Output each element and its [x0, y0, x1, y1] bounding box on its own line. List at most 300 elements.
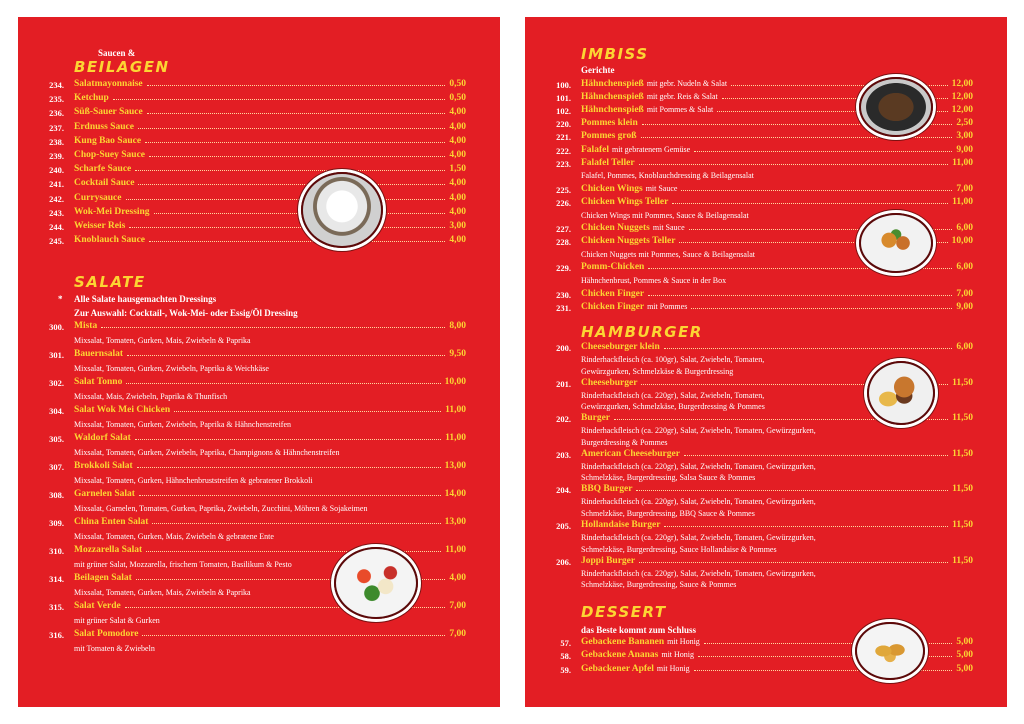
- menu-item: [18, 79, 500, 91]
- item-number: 301.: [49, 350, 64, 360]
- item-number: 242.: [49, 193, 64, 204]
- mozzarella-salad-photo-icon: [334, 547, 418, 619]
- menu-item: [525, 413, 1007, 425]
- menu-item: [525, 664, 1007, 676]
- item-name: Chicken Wings: [581, 183, 643, 194]
- item-number: 222.: [556, 145, 571, 156]
- item-line: [74, 321, 466, 331]
- item-number: 237.: [49, 122, 64, 133]
- item-price: 7,00: [956, 288, 973, 299]
- item-price: 8,00: [449, 321, 466, 331]
- item-name: American Cheeseburger: [581, 448, 680, 459]
- item-line: [74, 349, 466, 359]
- item-name: Salat Wok Mei Chicken: [74, 405, 171, 415]
- dot-leader: [139, 495, 441, 496]
- item-name: Knoblauch Sauce: [74, 235, 146, 246]
- item-price: 12,00: [951, 79, 973, 89]
- dot-leader: [126, 383, 440, 384]
- item-price: 11,50: [952, 448, 973, 459]
- salate-note-dressings: Alle Salate hausgemachten Dressings: [74, 294, 217, 304]
- fried-banana-photo-icon: [855, 622, 925, 680]
- item-price: 6,00: [956, 342, 973, 352]
- item-price: 0,50: [449, 79, 466, 89]
- salate-note-choice: Zur Auswahl: Cocktail-, Wok-Mei- oder Essig/Öl Dressing: [74, 308, 298, 318]
- item-description: mit grüner Salat & Gurken: [74, 615, 160, 625]
- item-line: [74, 235, 466, 245]
- item-number: 220.: [556, 119, 571, 130]
- menu-item: [18, 517, 500, 529]
- item-line: [74, 178, 466, 188]
- item-name: Waldorf Salat: [74, 433, 131, 443]
- rice-bowl-photo-icon: [301, 172, 383, 248]
- item-name: Chicken Nuggets: [581, 223, 650, 234]
- item-description-2: Schmelzkäse, Burgerdressing, Sauce & Pommes: [581, 580, 737, 590]
- menu-item: [525, 131, 1007, 143]
- dot-leader: [126, 199, 446, 200]
- item-description: Mixsalat, Tomaten, Gurken, Zwiebeln, Paprika & Hähnchenstreifen: [74, 419, 292, 429]
- item-number: 203.: [556, 449, 571, 460]
- menu-item: [18, 349, 500, 361]
- item-name: Beilagen Salat: [74, 573, 132, 583]
- item-description: Chicken Nuggets mit Pommes, Sauce & Beilagensalat: [581, 249, 755, 259]
- item-price: 4,00: [449, 121, 466, 132]
- dot-leader: [684, 455, 948, 456]
- item-name: Gebackener Apfel: [581, 663, 654, 674]
- menu-item: [525, 184, 1007, 196]
- item-number: 59.: [560, 664, 571, 675]
- item-name: Süß-Sauer Sauce: [74, 107, 143, 118]
- item-name: Hähnchenspieß: [581, 105, 644, 116]
- menu-item: [525, 92, 1007, 104]
- item-price: 6,00: [956, 223, 973, 234]
- item-number: 221.: [556, 132, 571, 143]
- menu-item: [525, 223, 1007, 235]
- dot-leader: [664, 348, 953, 349]
- item-line: [581, 449, 973, 459]
- salate-heading: SALATE: [74, 273, 146, 291]
- dot-leader: [639, 164, 949, 165]
- item-description: Mixsalat, Tomaten, Gurken, Mais, Zwiebeln & Paprika: [74, 335, 251, 345]
- item-name: Chicken Finger: [581, 288, 645, 299]
- dot-leader: [154, 213, 446, 214]
- item-price: 4,00: [449, 150, 466, 160]
- item-number: 305.: [49, 434, 64, 444]
- item-number: 102.: [556, 106, 571, 117]
- item-line: [581, 289, 973, 299]
- item-number: 307.: [49, 462, 64, 472]
- item-name: Mozzarella Salat: [74, 545, 143, 555]
- item-number: 225.: [556, 184, 571, 195]
- dot-leader: [149, 241, 445, 242]
- menu-item: [18, 136, 500, 148]
- item-name: Wok-Mei Dressing: [74, 206, 150, 217]
- item-price: 11,00: [952, 157, 973, 168]
- item-number: 241.: [49, 179, 64, 190]
- dot-leader: [142, 635, 445, 636]
- item-price: 11,50: [952, 520, 973, 530]
- item-extra: mit gebr. Reis & Salat: [646, 92, 718, 102]
- item-number: 100.: [556, 80, 571, 90]
- item-line: [74, 377, 466, 387]
- dot-leader: [694, 151, 952, 152]
- dot-leader: [672, 203, 948, 204]
- menu-item: [525, 449, 1007, 461]
- menu-item: [525, 145, 1007, 157]
- item-name: Pomm-Chicken: [581, 262, 645, 273]
- item-line: [74, 517, 466, 527]
- item-price: 7,00: [449, 601, 466, 611]
- item-number: 228.: [556, 237, 571, 248]
- dessert-subheading: das Beste kommt zum Schluss: [581, 625, 697, 635]
- item-price: 9,00: [956, 144, 973, 155]
- item-line: [74, 136, 466, 146]
- item-line: [74, 629, 466, 639]
- menu-item: [18, 164, 500, 176]
- item-name: Gebackene Ananas: [581, 650, 659, 661]
- item-description: Falafel, Pommes, Knoblauchdressing & Beilagensalat: [581, 171, 754, 181]
- menu-item: [525, 236, 1007, 248]
- item-extra: mit Pommes & Salat: [646, 105, 714, 115]
- item-name: Pommes klein: [581, 118, 638, 129]
- item-price: 13,00: [444, 461, 466, 471]
- item-description-2: Burgerdressing & Pommes: [581, 437, 668, 447]
- item-number: 310.: [49, 546, 64, 556]
- item-price: 11,00: [445, 405, 466, 415]
- item-name: BBQ Burger: [581, 484, 633, 495]
- item-extra: mit Honig: [656, 663, 690, 673]
- item-name: Ketchup: [74, 93, 109, 104]
- item-line: [74, 433, 466, 443]
- item-number: 300.: [49, 322, 64, 332]
- dot-leader: [149, 156, 445, 157]
- item-number: 238.: [49, 136, 64, 147]
- item-name: Scharfe Sauce: [74, 164, 132, 175]
- item-price: 7,00: [956, 183, 973, 194]
- item-price: 4,00: [449, 573, 466, 583]
- item-price: 2,50: [956, 118, 973, 129]
- menu-item: [18, 629, 500, 641]
- menu-item: [525, 118, 1007, 130]
- item-number: 302.: [49, 378, 64, 388]
- menu-item: [525, 289, 1007, 301]
- menu-item: [18, 107, 500, 119]
- item-price: 11,50: [952, 377, 973, 388]
- item-description-2: Gewürzgurken, Schmelzkäse & Burgerdressing: [581, 366, 734, 376]
- item-name: Chicken Finger: [581, 301, 645, 312]
- item-line: [74, 79, 466, 89]
- item-description: Rinderhackfleisch (ca. 220gr), Salat, Zwiebeln, Tomaten, Gewürzgurken,: [581, 532, 816, 542]
- item-price: 14,00: [444, 489, 466, 499]
- item-price: 11,50: [952, 555, 973, 566]
- item-line: [74, 150, 466, 160]
- item-name: China Enten Salat: [74, 517, 149, 527]
- item-line: [74, 93, 466, 103]
- item-price: 10,00: [951, 236, 973, 247]
- menu-item: [18, 150, 500, 162]
- menu-item: [18, 178, 500, 190]
- item-price: 5,00: [956, 637, 973, 647]
- item-price: 7,00: [449, 629, 466, 639]
- item-price: 4,00: [449, 206, 466, 217]
- item-number: 309.: [49, 518, 64, 528]
- dot-leader: [152, 523, 440, 524]
- dot-leader: [129, 227, 445, 228]
- item-number: 245.: [49, 236, 64, 247]
- left-page-content: [18, 17, 500, 707]
- item-extra: mit Honig: [661, 650, 695, 660]
- dessert-heading: DESSERT: [581, 603, 667, 621]
- item-price: 3,00: [956, 131, 973, 142]
- item-description-2: Schmelzkäse, Burgerdressing, BBQ Sauce & Pommes: [581, 508, 755, 518]
- item-line: [581, 145, 973, 155]
- item-number: 231.: [556, 302, 571, 313]
- item-name: Chicken Nuggets Teller: [581, 236, 676, 247]
- item-description: Rinderhackfleisch (ca. 220gr), Salat, Zwiebeln, Tomaten, Gewürzgurken,: [581, 461, 816, 471]
- menu-item: [18, 489, 500, 501]
- item-name: Hollandaise Burger: [581, 520, 661, 530]
- menu-page-right: [525, 17, 1007, 707]
- item-name: Salat Verde: [74, 601, 121, 611]
- item-extra: mit Sauce: [652, 223, 685, 233]
- item-price: 11,00: [952, 196, 973, 207]
- item-name: Gebackene Bananen: [581, 637, 665, 647]
- dot-leader: [147, 85, 446, 86]
- item-number: 243.: [49, 207, 64, 218]
- item-extra: mit gebr. Nudeln & Salat: [646, 79, 728, 88]
- menu-item: [18, 545, 500, 557]
- menu-item: [18, 461, 500, 473]
- item-number: 101.: [556, 93, 571, 104]
- item-description: Rinderhackfleisch (ca. 220gr), Salat, Zwiebeln, Tomaten, Gewürzgurken,: [581, 426, 816, 436]
- item-price: 3,00: [449, 221, 466, 231]
- item-name: Falafel Teller: [581, 157, 635, 168]
- menu-item: [525, 79, 1007, 91]
- item-price: 4,00: [449, 192, 466, 203]
- item-name: Mista: [74, 321, 98, 331]
- item-price: 5,00: [956, 663, 973, 674]
- item-name: Falafel: [581, 144, 609, 155]
- item-description: Mixsalat, Tomaten, Gurken, Hähnchenbruststreifen & gebratener Brokkoli: [74, 475, 313, 485]
- item-price: 11,50: [952, 484, 973, 495]
- item-price: 4,00: [449, 107, 466, 118]
- dot-leader: [145, 142, 445, 143]
- item-description-2: Schmelzkäse, Burgerdressing, Sauce Hollandaise & Pommes: [581, 544, 777, 554]
- item-name: Chop-Suey Sauce: [74, 150, 145, 160]
- dot-leader: [135, 170, 445, 171]
- item-extra: mit gebratenem Gemüse: [611, 144, 691, 154]
- beilagen-heading: BEILAGEN: [74, 58, 170, 76]
- menu-item: [525, 197, 1007, 209]
- item-price: 11,00: [445, 545, 466, 555]
- item-description: Rinderhackfleisch (ca. 220gr), Salat, Zwiebeln, Tomaten, Gewürzgurken,: [581, 568, 816, 578]
- menu-item: [525, 302, 1007, 314]
- item-line: [581, 484, 973, 494]
- menu-item: [525, 158, 1007, 170]
- item-number: 226.: [556, 197, 571, 208]
- item-line: [581, 184, 973, 194]
- dot-leader: [137, 467, 441, 468]
- hamburger-heading: HAMBURGER: [581, 323, 703, 341]
- menu-item: [18, 221, 500, 233]
- item-name: Kung Bao Sauce: [74, 135, 142, 146]
- item-number: 223.: [556, 158, 571, 169]
- item-line: [581, 158, 973, 168]
- item-name: Salat Pomodore: [74, 629, 139, 639]
- imbiss-subheading: Gerichte: [581, 65, 615, 75]
- dot-leader: [135, 439, 441, 440]
- item-description: Mixsalat, Mais, Zwiebeln, Paprika & Thunfisch: [74, 391, 228, 401]
- item-number: 234.: [49, 80, 64, 90]
- item-number: 236.: [49, 108, 64, 119]
- dot-leader: [127, 355, 445, 356]
- item-price: 1,50: [449, 164, 466, 175]
- menu-item: [18, 377, 500, 389]
- imbiss-heading: IMBISS: [581, 45, 649, 63]
- menu-item: [525, 650, 1007, 662]
- item-price: 0,50: [449, 93, 466, 104]
- menu-item: [18, 405, 500, 417]
- item-number: 315.: [49, 602, 64, 612]
- item-extra: mit Sauce: [645, 183, 678, 193]
- item-name: Weisser Reis: [74, 221, 126, 231]
- item-price: 12,00: [951, 105, 973, 116]
- item-price: 9,00: [956, 301, 973, 312]
- item-extra: mit Pommes: [647, 301, 688, 311]
- item-description: Rinderhackfleisch (ca. 100gr), Salat, Zwiebeln, Tomaten,: [581, 354, 765, 364]
- dot-leader: [664, 526, 948, 527]
- item-description: Chicken Wings mit Pommes, Sauce & Beilagensalat: [581, 210, 749, 220]
- item-name: Salat Tonno: [74, 377, 123, 387]
- item-line: [74, 545, 466, 555]
- item-line: [74, 107, 466, 117]
- item-price: 11,50: [952, 413, 973, 424]
- item-number: 314.: [49, 574, 64, 584]
- menu-item: [525, 262, 1007, 274]
- item-description: Rinderhackfleisch (ca. 220gr), Salat, Zwiebeln, Tomaten, Gewürzgurken,: [581, 497, 816, 507]
- item-description: Mixsalat, Tomaten, Gurken, Zwiebeln, Paprika & Weichkäse: [74, 363, 269, 373]
- chicken-nuggets-photo-icon: [859, 213, 933, 273]
- item-name: Brokkoli Salat: [74, 461, 133, 471]
- item-price: 5,00: [956, 650, 973, 661]
- item-line: [581, 556, 973, 566]
- menu-page-left: [18, 17, 500, 707]
- item-number: 200.: [556, 343, 571, 353]
- item-name: Erdnuss Sauce: [74, 121, 134, 132]
- menu-item: [525, 637, 1007, 649]
- menu-item: [18, 93, 500, 105]
- item-price: 6,00: [956, 262, 973, 273]
- item-description-2: Gewürzgurken, Schmelzkäse, Burgerdressing & Pommes: [581, 402, 765, 412]
- item-number: 205.: [556, 521, 571, 531]
- item-name: Burger: [581, 413, 611, 424]
- item-name: Cheeseburger: [581, 377, 638, 388]
- item-line: [581, 197, 973, 207]
- burger-photo-icon: [867, 361, 935, 425]
- dot-leader: [691, 308, 952, 309]
- dot-leader: [681, 190, 952, 191]
- dot-leader: [147, 113, 446, 114]
- menu-item: [18, 235, 500, 247]
- item-name: Cheeseburger klein: [581, 342, 660, 352]
- menu-item: [525, 342, 1007, 354]
- item-name: Salatmayonnaise: [74, 79, 143, 89]
- item-description: Rinderhackfleisch (ca. 220gr), Salat, Zwiebeln, Tomaten,: [581, 390, 765, 400]
- item-number: 230.: [556, 289, 571, 300]
- menu-item: [18, 193, 500, 205]
- item-description-2: Schmelzkäse, Burgerdressing, Salsa Sauce & Pommes: [581, 473, 756, 483]
- item-description: Hähnchenbrust, Pommes & Sauce in der Box: [581, 276, 727, 285]
- item-name: Cocktail Sauce: [74, 178, 135, 189]
- item-line: [74, 461, 466, 471]
- menu-item: [18, 601, 500, 613]
- item-number: 57.: [560, 638, 571, 648]
- item-name: Pommes groß: [581, 131, 637, 142]
- item-number: 204.: [556, 485, 571, 496]
- menu-item: [525, 556, 1007, 568]
- item-number: 244.: [49, 222, 64, 232]
- item-line: [74, 405, 466, 415]
- dot-leader: [174, 411, 441, 412]
- item-line: [74, 193, 466, 203]
- salate-note-marker: *: [58, 294, 63, 304]
- item-line: [581, 520, 973, 530]
- item-number: 235.: [49, 94, 64, 105]
- dot-leader: [636, 490, 948, 491]
- item-line: [74, 489, 466, 499]
- menu-item: [18, 321, 500, 333]
- item-price: 10,00: [444, 377, 466, 387]
- item-number: 227.: [556, 224, 571, 235]
- dot-leader: [639, 562, 948, 563]
- item-description: mit Tomaten & Zwiebeln: [74, 643, 155, 653]
- item-description: mit grüner Salat, Mozzarella, frischem Tomaten, Basilikum & Pesto: [74, 559, 292, 569]
- item-line: [74, 164, 466, 174]
- item-description: Mixsalat, Tomaten, Gurken, Zwiebeln, Paprika, Champignons & Hähnchenstreifen: [74, 447, 340, 457]
- dot-leader: [641, 137, 953, 138]
- beilagen-pretitle: Saucen &: [98, 48, 136, 58]
- skewer-plate-photo-icon: [859, 77, 933, 137]
- item-extra: mit Honig: [667, 637, 700, 646]
- item-name: Currysauce: [74, 192, 122, 203]
- item-name: Chicken Wings Teller: [581, 196, 669, 207]
- menu-item: [18, 573, 500, 585]
- item-line: [581, 302, 973, 312]
- dot-leader: [138, 128, 445, 129]
- item-description: Mixsalat, Tomaten, Gurken, Mais, Zwiebeln & gebratene Ente: [74, 531, 274, 541]
- item-price: 12,00: [951, 92, 973, 103]
- item-name: Hähnchenspieß: [581, 79, 644, 89]
- item-line: [581, 342, 973, 352]
- menu-item: [18, 207, 500, 219]
- item-number: 240.: [49, 165, 64, 176]
- item-description: Mixsalat, Garnelen, Tomaten, Gurken, Paprika, Zwiebeln, Zucchini, Möhren & Sojakeimen: [74, 503, 368, 513]
- right-page-content: [525, 17, 1007, 707]
- item-number: 58.: [560, 651, 571, 662]
- item-price: 11,00: [445, 433, 466, 443]
- item-price: 9,50: [449, 349, 466, 359]
- dot-leader: [101, 327, 445, 328]
- item-number: 229.: [556, 263, 571, 274]
- dot-leader: [648, 295, 952, 296]
- item-number: 239.: [49, 151, 64, 161]
- menu-item: [525, 520, 1007, 532]
- item-price: 4,00: [449, 235, 466, 246]
- item-name: Hähnchenspieß: [581, 92, 644, 103]
- item-price: 13,00: [444, 517, 466, 527]
- menu-item: [525, 484, 1007, 496]
- item-number: 304.: [49, 406, 64, 416]
- item-price: 4,00: [449, 178, 466, 189]
